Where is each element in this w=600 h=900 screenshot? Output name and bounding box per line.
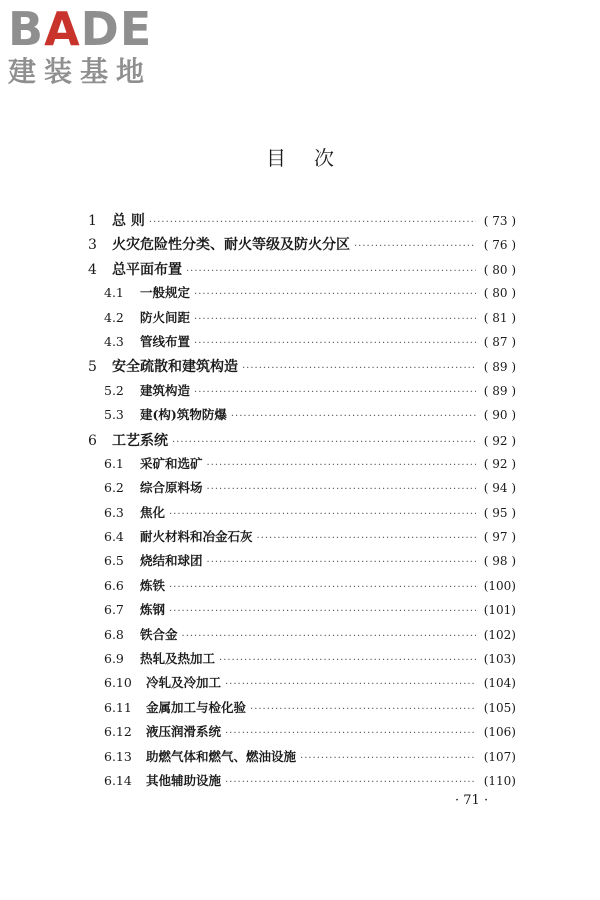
toc-entry[interactable] <box>88 722 516 746</box>
toc-leader-dots <box>225 728 476 739</box>
toc-entry-page: ( 92 ) <box>483 456 516 471</box>
toc-entry-title: 液压润滑系统 <box>146 724 222 740</box>
toc-entry-title: 一般规定 <box>140 285 191 301</box>
toc-entry[interactable] <box>88 600 516 624</box>
toc-entry-number: 6.14 <box>104 772 132 788</box>
toc-entry[interactable] <box>88 576 516 600</box>
toc-entry[interactable] <box>88 405 516 429</box>
toc-leader-dots <box>186 266 476 277</box>
toc-entry[interactable] <box>88 430 516 454</box>
toc-entry-number: 6.6 <box>104 577 124 593</box>
toc-leader-dots <box>207 484 476 495</box>
toc-leader-dots <box>149 217 476 228</box>
toc-entry-page: ( 81 ) <box>483 310 516 325</box>
toc-entry-title: 金属加工与检化验 <box>146 699 247 715</box>
toc-entry-number: 6.5 <box>104 553 124 569</box>
toc-leader-dots <box>207 557 476 568</box>
toc-entry-page: (104) <box>483 676 516 691</box>
toc-leader-dots <box>194 387 476 398</box>
toc-entry-page: ( 89 ) <box>483 360 516 375</box>
toc-entry-title: 管线布置 <box>140 333 191 349</box>
toc-entry[interactable] <box>88 747 516 771</box>
toc-leader-dots <box>169 582 476 593</box>
toc-leader-dots <box>194 338 476 349</box>
page-number: · 71 · <box>455 793 489 808</box>
toc-entry-page: (103) <box>483 652 516 667</box>
toc-entry-page: (105) <box>483 700 516 715</box>
toc-entry-page: (100) <box>483 578 516 593</box>
toc-entry-title: 助燃气体和燃气、燃油设施 <box>146 748 297 764</box>
toc-leader-dots <box>172 437 476 448</box>
toc-entry[interactable] <box>88 210 516 234</box>
toc-entry-number: 6.2 <box>104 480 124 496</box>
toc-entry[interactable] <box>88 698 516 722</box>
toc-leader-dots <box>207 460 476 471</box>
toc-entry-number: 6.8 <box>104 626 124 642</box>
toc-entry-title: 综合原料场 <box>140 480 203 496</box>
toc-entry-number: 6.1 <box>104 455 124 471</box>
toc-entry-title: 热轧及热加工 <box>140 651 216 667</box>
toc-entry[interactable] <box>88 381 516 405</box>
toc-entry-page: ( 87 ) <box>483 334 516 349</box>
toc-leader-dots <box>257 533 476 544</box>
toc-entry-number: 3 <box>88 237 97 254</box>
toc-entry-title: 焦化 <box>140 504 166 520</box>
toc-entry[interactable] <box>88 283 516 307</box>
table-of-contents <box>88 210 516 795</box>
toc-leader-dots <box>169 509 476 520</box>
logo-wordmark: BADE <box>8 2 153 56</box>
toc-entry-page: ( 76 ) <box>483 238 516 253</box>
toc-entry-page: ( 97 ) <box>483 530 516 545</box>
toc-entry-page: ( 92 ) <box>483 433 516 448</box>
toc-entry-number: 6.3 <box>104 504 124 520</box>
toc-entry-page: ( 90 ) <box>483 408 516 423</box>
toc-entry-page: ( 95 ) <box>483 505 516 520</box>
toc-entry-title: 耐火材料和冶金石灰 <box>140 529 253 545</box>
toc-entry-page: ( 89 ) <box>483 383 516 398</box>
toc-entry-title: 总 则 <box>112 213 145 229</box>
toc-entry-title: 采矿和选矿 <box>140 455 203 471</box>
toc-entry-number: 6.9 <box>104 651 124 667</box>
toc-leader-dots <box>225 679 476 690</box>
toc-entry-title: 冷轧及冷加工 <box>146 675 222 691</box>
toc-entry[interactable] <box>88 234 516 258</box>
logo-accent-letter: A <box>44 2 81 56</box>
toc-leader-dots <box>169 606 476 617</box>
toc-entry-number: 5 <box>88 359 97 376</box>
toc-entry-number: 4.1 <box>104 285 124 301</box>
toc-entry-page: (102) <box>483 627 516 642</box>
toc-entry-number: 6.7 <box>104 602 124 618</box>
toc-entry-number: 4 <box>88 261 97 278</box>
toc-entry[interactable] <box>88 308 516 332</box>
toc-entry-number: 6 <box>88 432 97 449</box>
toc-leader-dots <box>194 314 476 325</box>
toc-entry[interactable] <box>88 673 516 697</box>
toc-entry[interactable] <box>88 527 516 551</box>
toc-entry-page: (107) <box>483 749 516 764</box>
toc-entry-page: ( 73 ) <box>483 214 516 228</box>
toc-entry[interactable] <box>88 771 516 795</box>
toc-entry[interactable] <box>88 625 516 649</box>
toc-leader-dots <box>242 363 476 374</box>
toc-entry-page: ( 80 ) <box>483 286 516 301</box>
toc-entry-title: 建筑构造 <box>140 382 191 398</box>
toc-entry-number: 6.13 <box>104 748 132 764</box>
toc-entry-number: 6.4 <box>104 529 124 545</box>
toc-entry-title: 其他辅助设施 <box>146 772 222 788</box>
toc-leader-dots <box>354 241 476 252</box>
toc-entry-number: 6.12 <box>104 724 132 740</box>
toc-entry-title: 总平面布置 <box>112 261 182 278</box>
toc-leader-dots <box>300 753 476 764</box>
toc-entry-title: 铁合金 <box>140 626 178 642</box>
logo <box>8 2 178 88</box>
toc-leader-dots <box>225 777 476 788</box>
toc-entry-number: 1 <box>88 213 97 229</box>
toc-entry[interactable] <box>88 649 516 673</box>
toc-entry[interactable] <box>88 259 516 283</box>
toc-entry-number: 5.2 <box>104 382 124 398</box>
toc-entry-page: ( 98 ) <box>483 554 516 569</box>
toc-entry-page: ( 94 ) <box>483 481 516 496</box>
toc-entry-number: 6.10 <box>104 675 132 691</box>
toc-entry[interactable] <box>88 478 516 502</box>
toc-entry[interactable] <box>88 356 516 380</box>
toc-entry[interactable] <box>88 503 516 527</box>
toc-leader-dots <box>194 289 476 300</box>
toc-entry-number: 6.11 <box>104 699 132 715</box>
toc-leader-dots <box>250 704 476 715</box>
toc-entry-number: 5.3 <box>104 407 124 423</box>
toc-entry-page: ( 80 ) <box>483 262 516 277</box>
toc-entry-title: 炼铁 <box>140 577 166 593</box>
toc-entry-title: 防火间距 <box>140 309 191 325</box>
toc-entry-title: 烧结和球团 <box>140 553 203 569</box>
toc-entry-title: 火灾危险性分类、耐火等级及防火分区 <box>112 237 350 254</box>
toc-entry-number: 4.2 <box>104 309 124 325</box>
toc-entry[interactable] <box>88 454 516 478</box>
toc-entry[interactable] <box>88 332 516 356</box>
toc-entry-page: (106) <box>483 725 516 740</box>
toc-entry-title: 安全疏散和建筑构造 <box>112 359 238 376</box>
toc-leader-dots <box>231 411 476 422</box>
toc-entry-title: 工艺系统 <box>112 432 168 449</box>
toc-entry[interactable] <box>88 551 516 575</box>
toc-entry-page: (110) <box>483 773 516 788</box>
toc-leader-dots <box>182 631 476 642</box>
toc-entry-number: 4.3 <box>104 333 124 349</box>
toc-entry-page: (101) <box>483 603 516 618</box>
logo-subtitle: 建装基地 <box>8 55 153 88</box>
toc-leader-dots <box>219 655 476 666</box>
page-title: 目次 <box>266 146 362 170</box>
toc-entry-title: 炼钢 <box>140 602 166 618</box>
toc-entry-title: 建(构)筑物防爆 <box>140 407 227 423</box>
